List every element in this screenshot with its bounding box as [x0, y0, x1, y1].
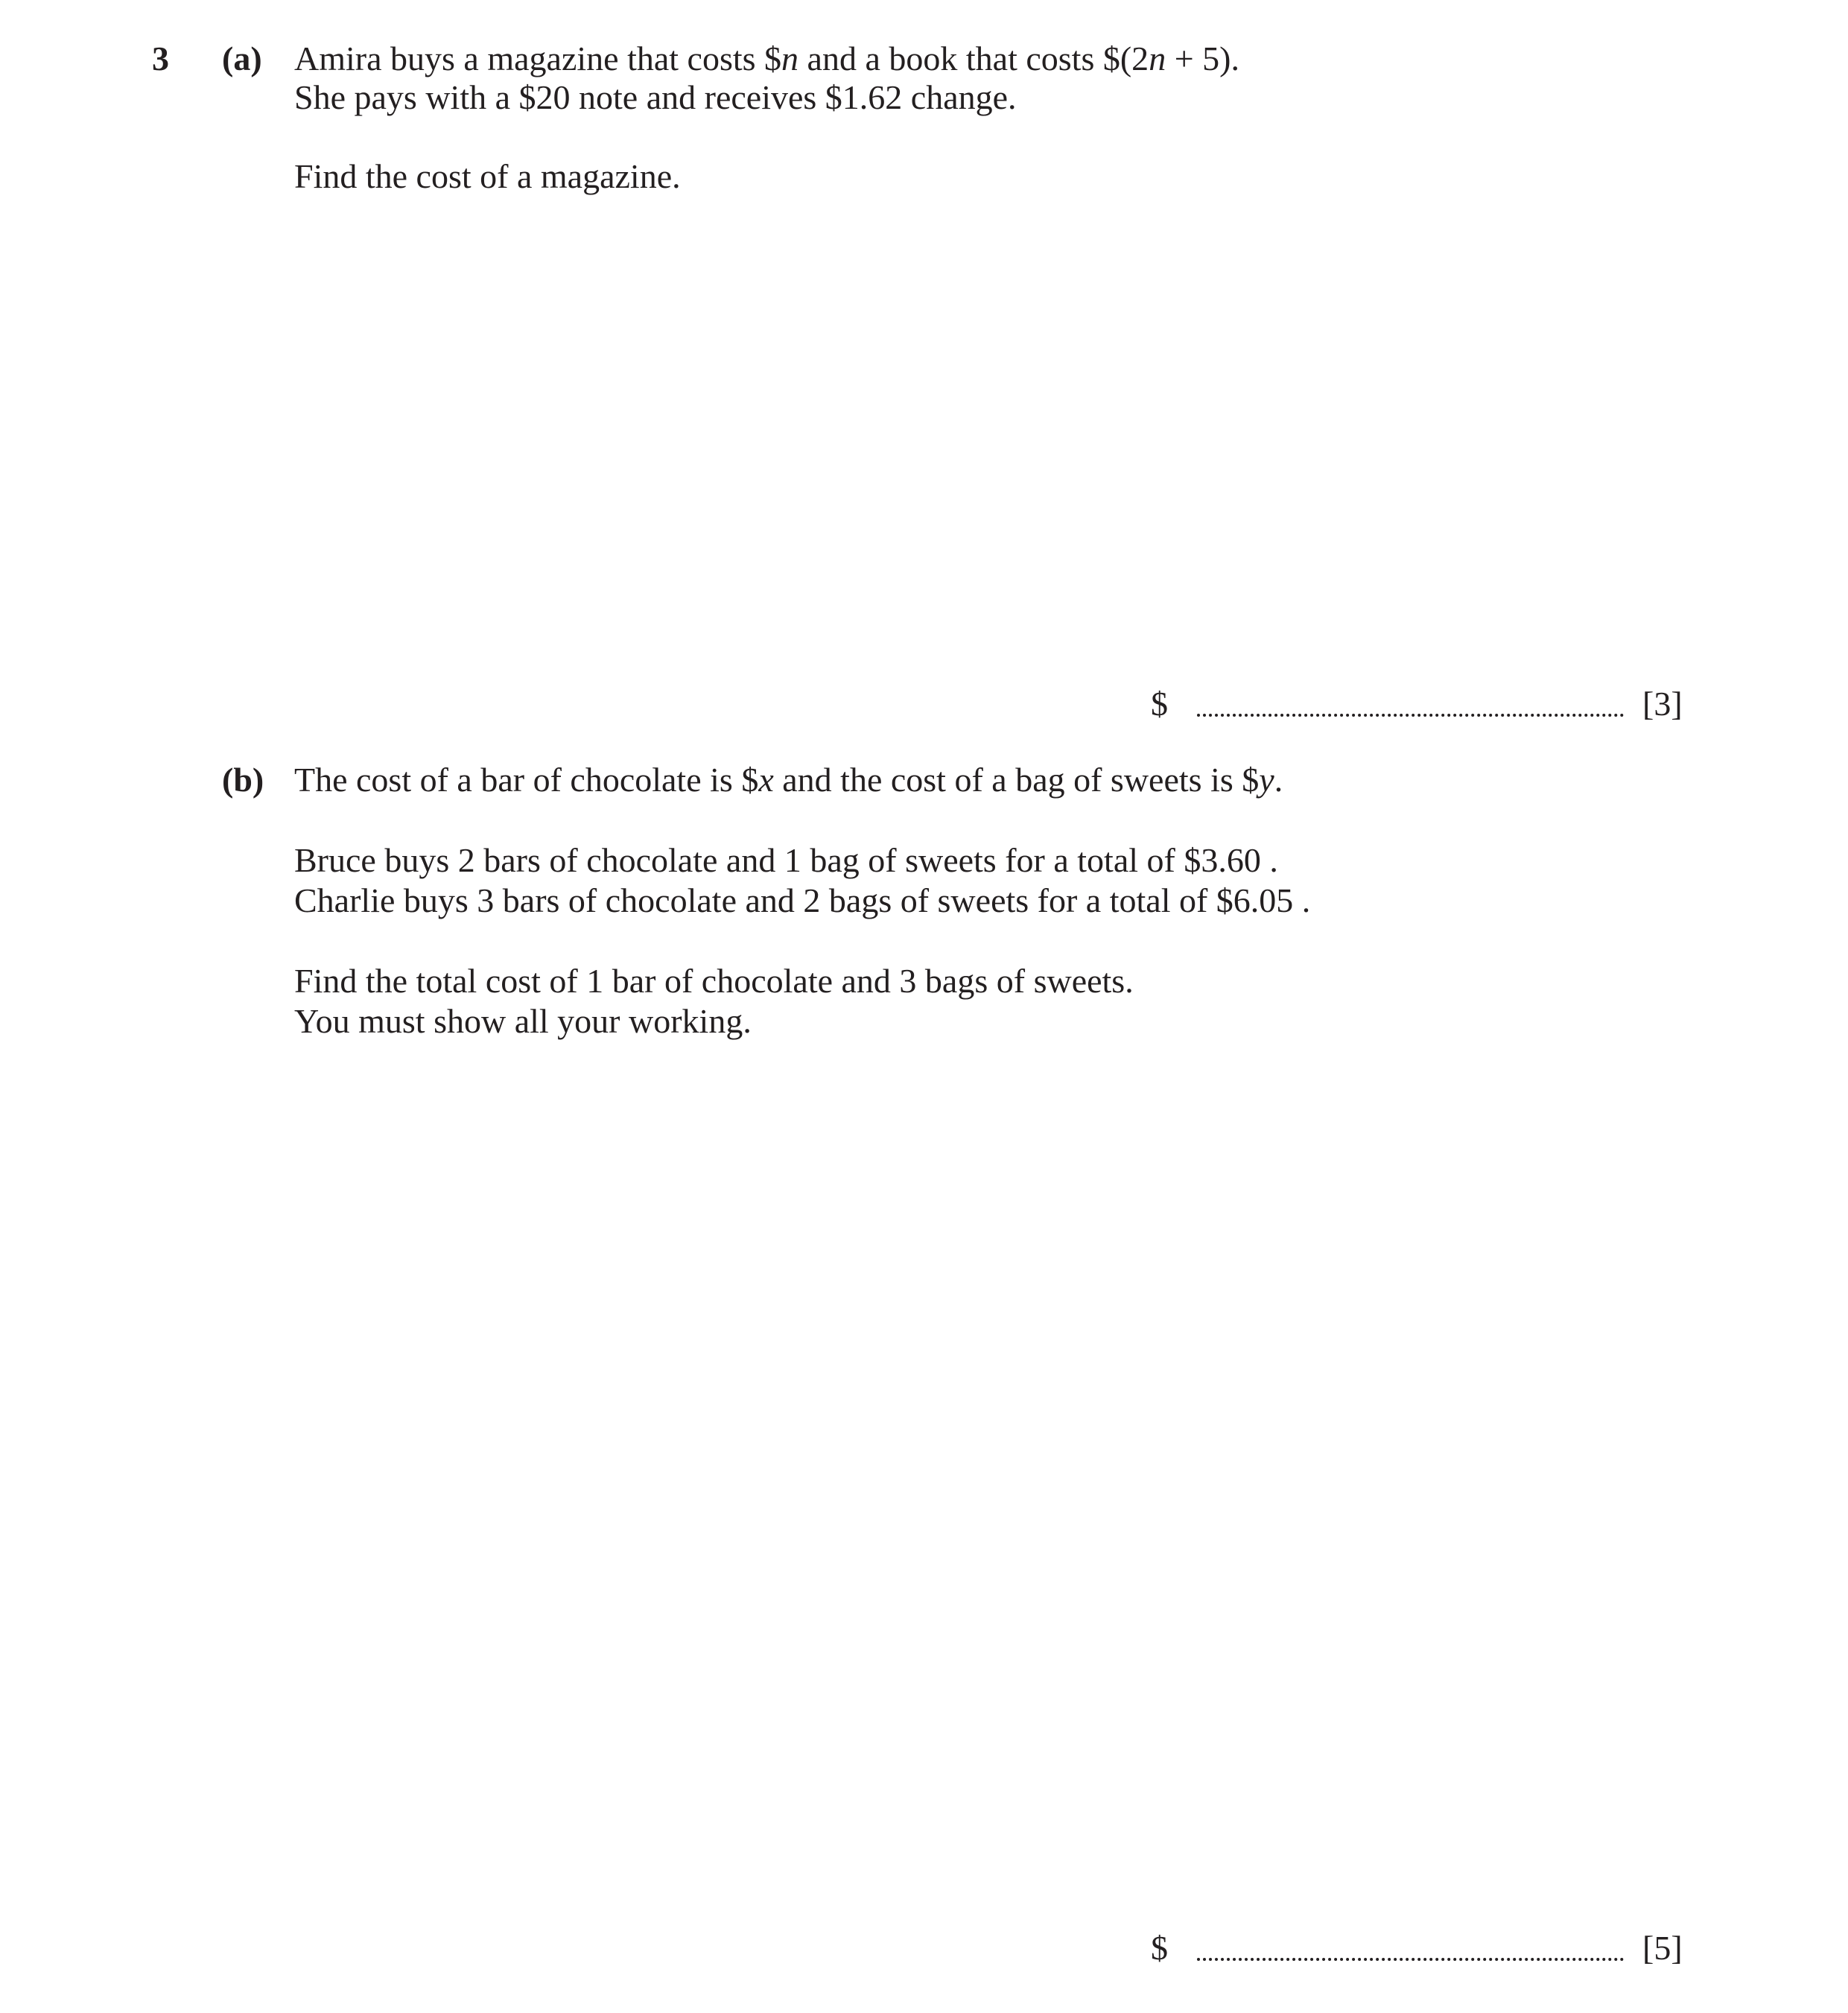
variable-n: n [1149, 39, 1166, 77]
part-b-label: (b) [222, 761, 264, 799]
part-a-line-2: She pays with a $20 note and receives $1.62 change. [294, 78, 1017, 116]
part-b-line-1 [294, 760, 1283, 800]
part-a-label: (a) [222, 39, 262, 77]
part-b-answer-line [1151, 1928, 1702, 1973]
part-a-line-1-text-2: and a book that costs $(2 [798, 39, 1149, 77]
variable-x: x [758, 761, 774, 799]
part-b-instruction: Find the total cost of 1 bar of chocolate and 3 bags of sweets. [294, 962, 1134, 1000]
part-b-line-3: Charlie buys 3 bars of chocolate and 2 bags of sweets for a total of $6.05 . [294, 881, 1311, 919]
part-b-line-1-text-2: and the cost of a bag of sweets is $ [773, 761, 1260, 799]
variable-n: n [781, 39, 799, 77]
answer-input-line[interactable] [1197, 1958, 1624, 1961]
variable-y: y [1259, 761, 1274, 799]
part-a-line-1 [294, 39, 1239, 79]
part-b-line-1-text-3: . [1274, 761, 1283, 799]
part-b-working-note: You must show all your working. [294, 1002, 752, 1040]
part-a-answer-line [1151, 684, 1702, 729]
part-a-instruction: Find the cost of a magazine. [294, 157, 681, 195]
part-b-line-1-text-1: The cost of a bar of chocolate is $ [294, 761, 759, 799]
part-b-line-2: Bruce buys 2 bars of chocolate and 1 bag of sweets for a total of $3.60 . [294, 841, 1278, 879]
part-a-line-1-text-3: + 5). [1166, 39, 1239, 77]
marks-label: [3] [1642, 685, 1683, 723]
part-a-line-1-text-1: Amira buys a magazine that costs $ [294, 39, 782, 77]
answer-currency-symbol: $ [1151, 685, 1168, 723]
marks-label: [5] [1642, 1929, 1683, 1967]
answer-input-line[interactable] [1197, 714, 1624, 717]
answer-currency-symbol: $ [1151, 1929, 1168, 1967]
question-number: 3 [152, 39, 169, 77]
